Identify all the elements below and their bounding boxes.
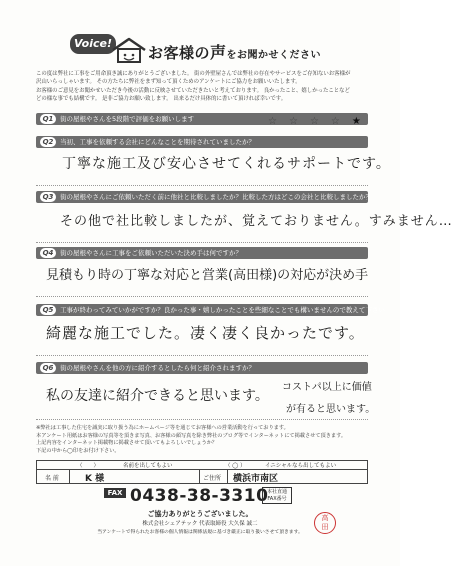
voice-badge: Voice! [70,34,116,54]
rating-stars [268,116,373,127]
question-text: 街の屋根やさんにご依頼いただく前に他社と比較しましたか？比較した方はどこの会社と比較しましたか？ [60,193,372,201]
name-table-options [37,461,367,470]
question-number: Q3 [40,192,56,202]
intro-text: この度は弊社に工事をご用命頂き誠にありがとうございました。 街の外壁屋さんでは弊社の存在やサービスをご存知ないお客様が 沢山いらっしゃいます。 その方たちに弊社をまず知って頂くためのアンケートにご協力をお願いいたします。 お客様のご意見をお聞かせいただき今後の活動に反映させていただきたいと考えております。 良かったこと、嬉しかったことなど どの様な事でも結構です。 是非ご協力お願い致します。 出来るだけ具体的に書いて頂ければ幸いです。 [36,71,351,103]
fax-note: 本社直通 FAX番号 [262,487,292,504]
fax-number: 0438-38-3310 [130,486,269,506]
page-title: お客様の声をお聞かせください [148,43,322,62]
question-number: Q2 [40,137,56,147]
star-2-icon: ☆ [288,116,310,127]
privacy-disclaimer: 当アンケートで得られたお客様の個人情報は関係法規に基づき厳正に取り扱いさせて頂きます。 [97,530,303,535]
house-icon [110,36,148,64]
question-text: 街の屋根やさんを5段階で評価をお願いします [60,115,195,123]
question-bar-q4 [36,247,368,259]
name-table [36,460,368,484]
name-label: 名 前 [45,474,59,482]
consent-note: ※弊社は工事した住宅を誠実に取り扱う為にホームページ等を通じてお客様への営業活動を行っております。 本アンケート用紙はお客様の写真等を頂きま写真、お客様の顔写真を除き弊社のブログ等でインターネットにて掲載させて頂きます。 上記内容をインターネット掲載物に掲載させて頂いてもよろしいでしょうか？ 下記の中から◯印をお付け下さい。 [36,425,347,454]
question-bar-q3 [36,191,372,203]
question-number: Q6 [40,363,56,373]
question-number: Q4 [40,248,56,258]
address-label: ご住所 [203,474,222,482]
answer-q6-line2: コストパ以上に価値 [282,382,372,393]
question-bar-q2 [36,136,368,148]
name-table-values [37,470,367,484]
name-choice-mark: （ ） [77,463,100,469]
answer-q2: 丁寧な施工及び安心させてくれるサポートです。 [62,156,391,172]
answer-q5: 綺麗な施工でした。凄く凄く良かったです。 [46,324,365,342]
question-number: Q1 [40,114,56,124]
answer-q4: 見積もり時の丁寧な対応と営業(高田様)の対応が決め手 [46,268,369,283]
initial-choice-mark: （ ◯ ） [225,463,246,469]
company-name: 株式会社シェアテック 代表取締役 大久保 誠二 [142,521,258,527]
initial-option-label: イニシャルなら出してもよい [265,463,337,469]
name-option-label: 名前を出してもよい [123,463,173,469]
address-value: 横浜市南区 [233,473,279,484]
answer-q6-line1: 私の友達に紹介できると思います。 [46,388,269,404]
answer-q3: その他で社比較しましたが、覚えておりません。すみません… [60,214,453,229]
thanks-message: ご協力ありがとうございました。 [147,510,253,518]
star-1-icon: ☆ [268,116,289,127]
question-text: 街の屋根やさんに工事をご依頼いただいた決め手は何ですか？ [60,249,242,257]
question-number: Q5 [40,305,56,315]
star-4-icon: ☆ [330,116,352,127]
name-value: K 様 [85,473,105,484]
question-text: 工事が終わってみていかがですか？良かった事・嬉しかったことを些細なことでも構いませんので教えて下さい [60,306,385,314]
star-5-icon: ★ [351,116,373,127]
answer-q6-line3: が有ると思います。 [286,404,376,415]
question-text: 当初、工事を依頼する会社にどんなことを期待されていましたか？ [60,138,255,146]
question-text: 街の屋根やさんを他の方に紹介するとしたら何と紹介されますか？ [60,364,255,372]
question-bar-q5 [36,304,385,316]
fax-label: FAX [104,488,126,498]
seal-stamp-icon: 高 田 [314,512,336,534]
star-3-icon: ☆ [309,116,331,127]
question-bar-q6 [36,362,368,374]
